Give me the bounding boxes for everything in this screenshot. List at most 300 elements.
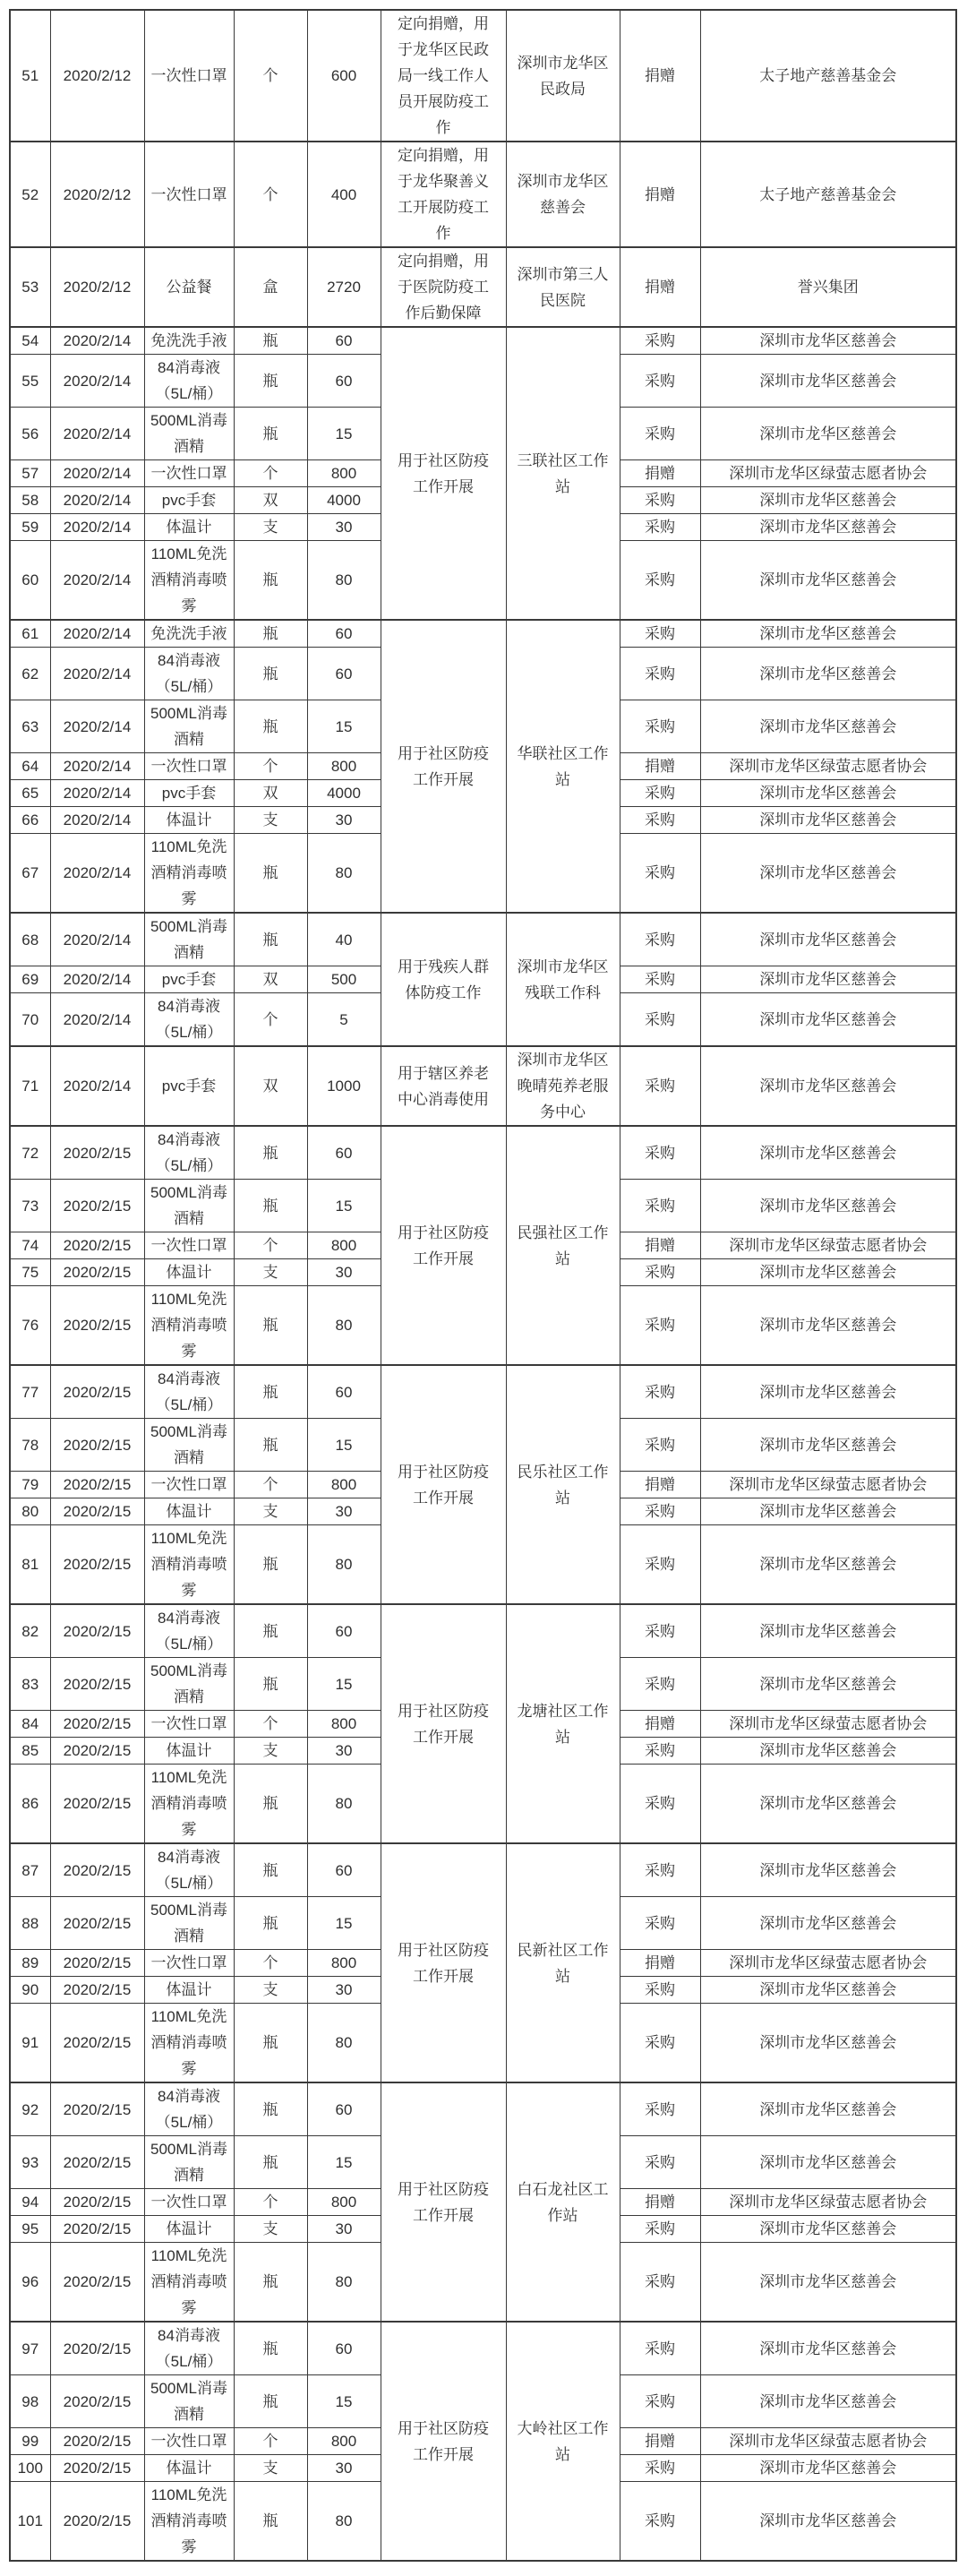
cell-item: 体温计 <box>144 514 234 541</box>
cell-unit: 瓶 <box>234 541 307 621</box>
cell-seq: 96 <box>10 2243 50 2323</box>
cell-type: 采购 <box>620 514 700 541</box>
cell-seq: 85 <box>10 1738 50 1765</box>
cell-item: 体温计 <box>144 807 234 834</box>
cell-qty: 80 <box>307 834 381 914</box>
cell-source: 深圳市龙华区慈善会 <box>700 2216 956 2243</box>
cell-type: 采购 <box>620 913 700 966</box>
cell-seq: 72 <box>10 1126 50 1180</box>
cell-unit: 瓶 <box>234 408 307 460</box>
cell-seq: 87 <box>10 1843 50 1897</box>
cell-unit: 支 <box>234 2216 307 2243</box>
cell-source: 深圳市龙华区慈善会 <box>700 807 956 834</box>
cell-seq: 62 <box>10 648 50 700</box>
cell-source: 深圳市龙华区慈善会 <box>700 2136 956 2189</box>
cell-type: 采购 <box>620 648 700 700</box>
cell-date: 2020/2/15 <box>50 1765 144 1844</box>
cell-item: 体温计 <box>144 1977 234 2004</box>
cell-date: 2020/2/14 <box>50 834 144 914</box>
cell-type: 采购 <box>620 2243 700 2323</box>
cell-seq: 53 <box>10 247 50 327</box>
cell-item: 一次性口罩 <box>144 460 234 487</box>
cell-seq: 79 <box>10 1472 50 1498</box>
cell-item: 110ML免洗酒精消毒喷雾 <box>144 834 234 914</box>
cell-qty: 4000 <box>307 487 381 514</box>
cell-recipient: 华联社区工作站 <box>506 620 620 913</box>
cell-qty: 4000 <box>307 780 381 807</box>
cell-seq: 75 <box>10 1259 50 1286</box>
cell-qty: 30 <box>307 2216 381 2243</box>
cell-source: 深圳市龙华区慈善会 <box>700 2375 956 2428</box>
cell-type: 捐赠 <box>620 142 700 247</box>
cell-date: 2020/2/15 <box>50 1525 144 1605</box>
cell-source: 太子地产慈善基金会 <box>700 10 956 142</box>
cell-type: 采购 <box>620 541 700 621</box>
cell-type: 捐赠 <box>620 2189 700 2216</box>
cell-item: 一次性口罩 <box>144 1232 234 1259</box>
cell-date: 2020/2/15 <box>50 1232 144 1259</box>
cell-recipient: 深圳市龙华区晚晴苑养老服务中心 <box>506 1046 620 1126</box>
cell-type: 捐赠 <box>620 10 700 142</box>
cell-qty: 15 <box>307 1180 381 1232</box>
cell-item: 110ML免洗酒精消毒喷雾 <box>144 2482 234 2562</box>
cell-date: 2020/2/15 <box>50 1658 144 1711</box>
cell-item: 84消毒液（5L/桶） <box>144 1843 234 1897</box>
table-row <box>10 1365 956 1419</box>
cell-item: 一次性口罩 <box>144 1711 234 1738</box>
cell-source: 深圳市龙华区慈善会 <box>700 1843 956 1897</box>
cell-unit: 瓶 <box>234 1286 307 1366</box>
cell-item: 84消毒液（5L/桶） <box>144 648 234 700</box>
cell-seq: 61 <box>10 620 50 648</box>
cell-recipient: 龙塘社区工作站 <box>506 1604 620 1843</box>
cell-seq: 93 <box>10 2136 50 2189</box>
cell-qty: 15 <box>307 1897 381 1950</box>
cell-purpose: 用于社区防疫工作开展 <box>381 1604 506 1843</box>
cell-item: 体温计 <box>144 2216 234 2243</box>
cell-source: 深圳市龙华区绿萤志愿者协会 <box>700 460 956 487</box>
cell-date: 2020/2/15 <box>50 2428 144 2455</box>
cell-date: 2020/2/14 <box>50 753 144 780</box>
cell-qty: 30 <box>307 807 381 834</box>
cell-source: 誉兴集团 <box>700 247 956 327</box>
cell-date: 2020/2/15 <box>50 2004 144 2083</box>
cell-unit: 个 <box>234 1711 307 1738</box>
table-row <box>10 2322 956 2375</box>
cell-type: 采购 <box>620 487 700 514</box>
cell-source: 深圳市龙华区慈善会 <box>700 2082 956 2136</box>
cell-type: 采购 <box>620 834 700 914</box>
cell-seq: 100 <box>10 2455 50 2482</box>
cell-item: 一次性口罩 <box>144 2189 234 2216</box>
cell-source: 深圳市龙华区慈善会 <box>700 1525 956 1605</box>
cell-qty: 60 <box>307 1843 381 1897</box>
cell-qty: 800 <box>307 1232 381 1259</box>
table-row <box>10 327 956 355</box>
cell-unit: 个 <box>234 2428 307 2455</box>
cell-source: 深圳市龙华区慈善会 <box>700 966 956 993</box>
cell-date: 2020/2/14 <box>50 541 144 621</box>
cell-date: 2020/2/14 <box>50 620 144 648</box>
cell-source: 深圳市龙华区慈善会 <box>700 1738 956 1765</box>
cell-source: 深圳市龙华区慈善会 <box>700 1259 956 1286</box>
cell-source: 深圳市龙华区慈善会 <box>700 700 956 753</box>
cell-seq: 56 <box>10 408 50 460</box>
cell-item: 110ML免洗酒精消毒喷雾 <box>144 1286 234 1366</box>
cell-seq: 97 <box>10 2322 50 2375</box>
cell-type: 采购 <box>620 355 700 408</box>
cell-seq: 95 <box>10 2216 50 2243</box>
cell-purpose: 用于社区防疫工作开展 <box>381 620 506 913</box>
cell-qty: 15 <box>307 1419 381 1472</box>
cell-source: 深圳市龙华区慈善会 <box>700 2004 956 2083</box>
cell-qty: 60 <box>307 1604 381 1658</box>
cell-type: 捐赠 <box>620 1232 700 1259</box>
cell-source: 深圳市龙华区慈善会 <box>700 2455 956 2482</box>
cell-unit: 个 <box>234 993 307 1047</box>
cell-recipient: 民乐社区工作站 <box>506 1365 620 1604</box>
cell-date: 2020/2/15 <box>50 1419 144 1472</box>
cell-unit: 瓶 <box>234 1365 307 1419</box>
cell-unit: 瓶 <box>234 1126 307 1180</box>
cell-qty: 60 <box>307 2322 381 2375</box>
cell-item: 500ML消毒酒精 <box>144 1897 234 1950</box>
cell-type: 捐赠 <box>620 1950 700 1977</box>
cell-source: 深圳市龙华区慈善会 <box>700 355 956 408</box>
cell-source: 深圳市龙华区慈善会 <box>700 2243 956 2323</box>
cell-source: 深圳市龙华区慈善会 <box>700 1419 956 1472</box>
cell-date: 2020/2/15 <box>50 2189 144 2216</box>
cell-date: 2020/2/14 <box>50 780 144 807</box>
cell-source: 深圳市龙华区慈善会 <box>700 834 956 914</box>
cell-seq: 90 <box>10 1977 50 2004</box>
cell-item: 500ML消毒酒精 <box>144 2136 234 2189</box>
cell-qty: 40 <box>307 913 381 966</box>
cell-seq: 81 <box>10 1525 50 1605</box>
cell-qty: 800 <box>307 753 381 780</box>
cell-unit: 个 <box>234 753 307 780</box>
cell-type: 采购 <box>620 2375 700 2428</box>
cell-item: 一次性口罩 <box>144 10 234 142</box>
cell-type: 采购 <box>620 1765 700 1844</box>
cell-purpose: 定向捐赠，用于医院防疫工作后勤保障 <box>381 247 506 327</box>
cell-seq: 59 <box>10 514 50 541</box>
cell-qty: 60 <box>307 2082 381 2136</box>
cell-date: 2020/2/15 <box>50 1711 144 1738</box>
cell-unit: 支 <box>234 1259 307 1286</box>
cell-purpose: 用于辖区养老中心消毒使用 <box>381 1046 506 1126</box>
cell-unit: 支 <box>234 1738 307 1765</box>
cell-purpose: 用于社区防疫工作开展 <box>381 2082 506 2322</box>
cell-source: 深圳市龙华区慈善会 <box>700 1604 956 1658</box>
cell-type: 捐赠 <box>620 247 700 327</box>
cell-unit: 个 <box>234 10 307 142</box>
cell-purpose: 用于社区防疫工作开展 <box>381 1126 506 1365</box>
cell-date: 2020/2/14 <box>50 648 144 700</box>
cell-type: 采购 <box>620 2322 700 2375</box>
cell-seq: 67 <box>10 834 50 914</box>
table-row <box>10 2082 956 2136</box>
cell-qty: 500 <box>307 966 381 993</box>
cell-seq: 71 <box>10 1046 50 1126</box>
cell-type: 捐赠 <box>620 753 700 780</box>
cell-seq: 74 <box>10 1232 50 1259</box>
cell-source: 深圳市龙华区慈善会 <box>700 780 956 807</box>
cell-date: 2020/2/12 <box>50 10 144 142</box>
cell-item: 110ML免洗酒精消毒喷雾 <box>144 1525 234 1605</box>
supplies-table <box>9 9 957 2562</box>
cell-source: 深圳市龙华区绿萤志愿者协会 <box>700 2428 956 2455</box>
cell-date: 2020/2/15 <box>50 1950 144 1977</box>
table-row <box>10 10 956 142</box>
cell-source: 太子地产慈善基金会 <box>700 142 956 247</box>
cell-unit: 瓶 <box>234 1843 307 1897</box>
cell-date: 2020/2/14 <box>50 966 144 993</box>
cell-purpose: 定向捐赠，用于龙华聚善义工开展防疫工作 <box>381 142 506 247</box>
cell-type: 采购 <box>620 1419 700 1472</box>
cell-qty: 800 <box>307 2428 381 2455</box>
cell-unit: 支 <box>234 1977 307 2004</box>
cell-date: 2020/2/15 <box>50 1286 144 1366</box>
cell-unit: 瓶 <box>234 620 307 648</box>
cell-source: 深圳市龙华区绿萤志愿者协会 <box>700 2189 956 2216</box>
cell-date: 2020/2/14 <box>50 700 144 753</box>
cell-seq: 80 <box>10 1498 50 1525</box>
cell-seq: 70 <box>10 993 50 1047</box>
cell-type: 采购 <box>620 2136 700 2189</box>
cell-date: 2020/2/15 <box>50 1498 144 1525</box>
cell-source: 深圳市龙华区绿萤志愿者协会 <box>700 1232 956 1259</box>
cell-source: 深圳市龙华区慈善会 <box>700 913 956 966</box>
cell-item: pvc手套 <box>144 1046 234 1126</box>
cell-seq: 101 <box>10 2482 50 2562</box>
cell-type: 捐赠 <box>620 2428 700 2455</box>
cell-source: 深圳市龙华区慈善会 <box>700 993 956 1047</box>
cell-unit: 支 <box>234 1498 307 1525</box>
cell-unit: 瓶 <box>234 2243 307 2323</box>
cell-source: 深圳市龙华区慈善会 <box>700 620 956 648</box>
cell-source: 深圳市龙华区慈善会 <box>700 1046 956 1126</box>
cell-source: 深圳市龙华区慈善会 <box>700 1765 956 1844</box>
cell-type: 采购 <box>620 993 700 1047</box>
cell-recipient: 大岭社区工作站 <box>506 2322 620 2561</box>
cell-qty: 800 <box>307 1472 381 1498</box>
cell-type: 采购 <box>620 1525 700 1605</box>
cell-unit: 瓶 <box>234 2322 307 2375</box>
cell-source: 深圳市龙华区慈善会 <box>700 487 956 514</box>
cell-date: 2020/2/15 <box>50 1843 144 1897</box>
cell-seq: 55 <box>10 355 50 408</box>
cell-qty: 60 <box>307 1365 381 1419</box>
cell-unit: 瓶 <box>234 2136 307 2189</box>
cell-source: 深圳市龙华区慈善会 <box>700 1897 956 1950</box>
table-row <box>10 247 956 327</box>
cell-date: 2020/2/15 <box>50 1897 144 1950</box>
cell-qty: 2720 <box>307 247 381 327</box>
cell-recipient: 白石龙社区工作站 <box>506 2082 620 2322</box>
cell-qty: 80 <box>307 1286 381 1366</box>
cell-type: 采购 <box>620 780 700 807</box>
cell-seq: 78 <box>10 1419 50 1472</box>
cell-seq: 84 <box>10 1711 50 1738</box>
cell-date: 2020/2/15 <box>50 2482 144 2562</box>
cell-unit: 瓶 <box>234 2375 307 2428</box>
cell-date: 2020/2/14 <box>50 487 144 514</box>
cell-qty: 30 <box>307 1498 381 1525</box>
cell-recipient: 民新社区工作站 <box>506 1843 620 2082</box>
cell-type: 采购 <box>620 327 700 355</box>
cell-qty: 15 <box>307 1658 381 1711</box>
cell-unit: 瓶 <box>234 1604 307 1658</box>
cell-date: 2020/2/15 <box>50 2455 144 2482</box>
cell-item: 110ML免洗酒精消毒喷雾 <box>144 2004 234 2083</box>
cell-unit: 双 <box>234 487 307 514</box>
cell-type: 采购 <box>620 1498 700 1525</box>
cell-item: 体温计 <box>144 1259 234 1286</box>
cell-date: 2020/2/15 <box>50 2216 144 2243</box>
cell-source: 深圳市龙华区慈善会 <box>700 514 956 541</box>
cell-seq: 91 <box>10 2004 50 2083</box>
cell-qty: 30 <box>307 514 381 541</box>
table-row <box>10 913 956 966</box>
cell-type: 采购 <box>620 1897 700 1950</box>
cell-type: 采购 <box>620 2216 700 2243</box>
cell-date: 2020/2/15 <box>50 1977 144 2004</box>
cell-seq: 76 <box>10 1286 50 1366</box>
cell-unit: 瓶 <box>234 355 307 408</box>
cell-type: 采购 <box>620 1126 700 1180</box>
cell-unit: 瓶 <box>234 2482 307 2562</box>
cell-unit: 个 <box>234 1232 307 1259</box>
cell-date: 2020/2/14 <box>50 460 144 487</box>
cell-date: 2020/2/15 <box>50 1126 144 1180</box>
cell-recipient: 深圳市龙华区慈善会 <box>506 142 620 247</box>
cell-qty: 800 <box>307 1950 381 1977</box>
cell-qty: 80 <box>307 1765 381 1844</box>
cell-seq: 88 <box>10 1897 50 1950</box>
cell-unit: 支 <box>234 514 307 541</box>
cell-qty: 80 <box>307 2243 381 2323</box>
cell-date: 2020/2/15 <box>50 2243 144 2323</box>
cell-type: 采购 <box>620 408 700 460</box>
cell-qty: 80 <box>307 541 381 621</box>
cell-seq: 86 <box>10 1765 50 1844</box>
cell-date: 2020/2/14 <box>50 355 144 408</box>
cell-source: 深圳市龙华区慈善会 <box>700 1286 956 1366</box>
cell-type: 采购 <box>620 1259 700 1286</box>
cell-type: 采购 <box>620 1046 700 1126</box>
cell-seq: 73 <box>10 1180 50 1232</box>
cell-unit: 瓶 <box>234 1897 307 1950</box>
cell-unit: 瓶 <box>234 2082 307 2136</box>
cell-date: 2020/2/14 <box>50 913 144 966</box>
cell-unit: 双 <box>234 780 307 807</box>
cell-unit: 瓶 <box>234 834 307 914</box>
cell-type: 采购 <box>620 807 700 834</box>
cell-source: 深圳市龙华区绿萤志愿者协会 <box>700 1711 956 1738</box>
cell-qty: 80 <box>307 1525 381 1605</box>
cell-source: 深圳市龙华区绿萤志愿者协会 <box>700 1950 956 1977</box>
cell-date: 2020/2/15 <box>50 1259 144 1286</box>
cell-purpose: 用于残疾人群体防疫工作 <box>381 913 506 1046</box>
cell-recipient: 深圳市第三人民医院 <box>506 247 620 327</box>
cell-qty: 30 <box>307 1738 381 1765</box>
cell-type: 采购 <box>620 1658 700 1711</box>
cell-type: 采购 <box>620 700 700 753</box>
cell-seq: 57 <box>10 460 50 487</box>
cell-type: 采购 <box>620 1365 700 1419</box>
cell-date: 2020/2/15 <box>50 2082 144 2136</box>
cell-item: 免洗洗手液 <box>144 327 234 355</box>
cell-item: 84消毒液（5L/桶） <box>144 1604 234 1658</box>
cell-date: 2020/2/15 <box>50 1180 144 1232</box>
cell-type: 采购 <box>620 620 700 648</box>
cell-seq: 92 <box>10 2082 50 2136</box>
cell-item: 110ML免洗酒精消毒喷雾 <box>144 2243 234 2323</box>
cell-item: 500ML消毒酒精 <box>144 1419 234 1472</box>
cell-item: 一次性口罩 <box>144 2428 234 2455</box>
cell-seq: 54 <box>10 327 50 355</box>
cell-qty: 60 <box>307 648 381 700</box>
cell-item: 84消毒液（5L/桶） <box>144 355 234 408</box>
cell-item: pvc手套 <box>144 780 234 807</box>
cell-item: 84消毒液（5L/桶） <box>144 2322 234 2375</box>
cell-date: 2020/2/12 <box>50 142 144 247</box>
cell-source: 深圳市龙华区慈善会 <box>700 1977 956 2004</box>
cell-date: 2020/2/12 <box>50 247 144 327</box>
cell-date: 2020/2/15 <box>50 1604 144 1658</box>
cell-item: 体温计 <box>144 2455 234 2482</box>
cell-type: 采购 <box>620 2455 700 2482</box>
cell-type: 采购 <box>620 1843 700 1897</box>
cell-purpose: 用于社区防疫工作开展 <box>381 2322 506 2561</box>
cell-qty: 800 <box>307 460 381 487</box>
cell-type: 捐赠 <box>620 1711 700 1738</box>
cell-source: 深圳市龙华区慈善会 <box>700 1365 956 1419</box>
cell-item: 110ML免洗酒精消毒喷雾 <box>144 541 234 621</box>
cell-qty: 30 <box>307 1259 381 1286</box>
cell-qty: 60 <box>307 620 381 648</box>
cell-item: 500ML消毒酒精 <box>144 700 234 753</box>
cell-unit: 个 <box>234 460 307 487</box>
cell-qty: 30 <box>307 1977 381 2004</box>
cell-date: 2020/2/15 <box>50 2375 144 2428</box>
cell-item: 110ML免洗酒精消毒喷雾 <box>144 1765 234 1844</box>
cell-type: 采购 <box>620 1738 700 1765</box>
table-row <box>10 1843 956 1897</box>
cell-unit: 瓶 <box>234 700 307 753</box>
cell-recipient: 三联社区工作站 <box>506 327 620 620</box>
cell-purpose: 用于社区防疫工作开展 <box>381 327 506 620</box>
cell-date: 2020/2/15 <box>50 1738 144 1765</box>
cell-qty: 30 <box>307 2455 381 2482</box>
cell-item: 一次性口罩 <box>144 1472 234 1498</box>
cell-qty: 15 <box>307 2375 381 2428</box>
cell-qty: 15 <box>307 700 381 753</box>
cell-source: 深圳市龙华区慈善会 <box>700 1126 956 1180</box>
cell-item: 84消毒液（5L/桶） <box>144 1126 234 1180</box>
cell-source: 深圳市龙华区慈善会 <box>700 2482 956 2562</box>
cell-purpose: 定向捐赠，用于龙华区民政局一线工作人员开展防疫工作 <box>381 10 506 142</box>
cell-seq: 82 <box>10 1604 50 1658</box>
cell-type: 捐赠 <box>620 460 700 487</box>
cell-unit: 瓶 <box>234 2004 307 2083</box>
cell-item: 84消毒液（5L/桶） <box>144 1365 234 1419</box>
cell-source: 深圳市龙华区慈善会 <box>700 541 956 621</box>
cell-qty: 1000 <box>307 1046 381 1126</box>
cell-unit: 瓶 <box>234 1658 307 1711</box>
cell-unit: 个 <box>234 142 307 247</box>
